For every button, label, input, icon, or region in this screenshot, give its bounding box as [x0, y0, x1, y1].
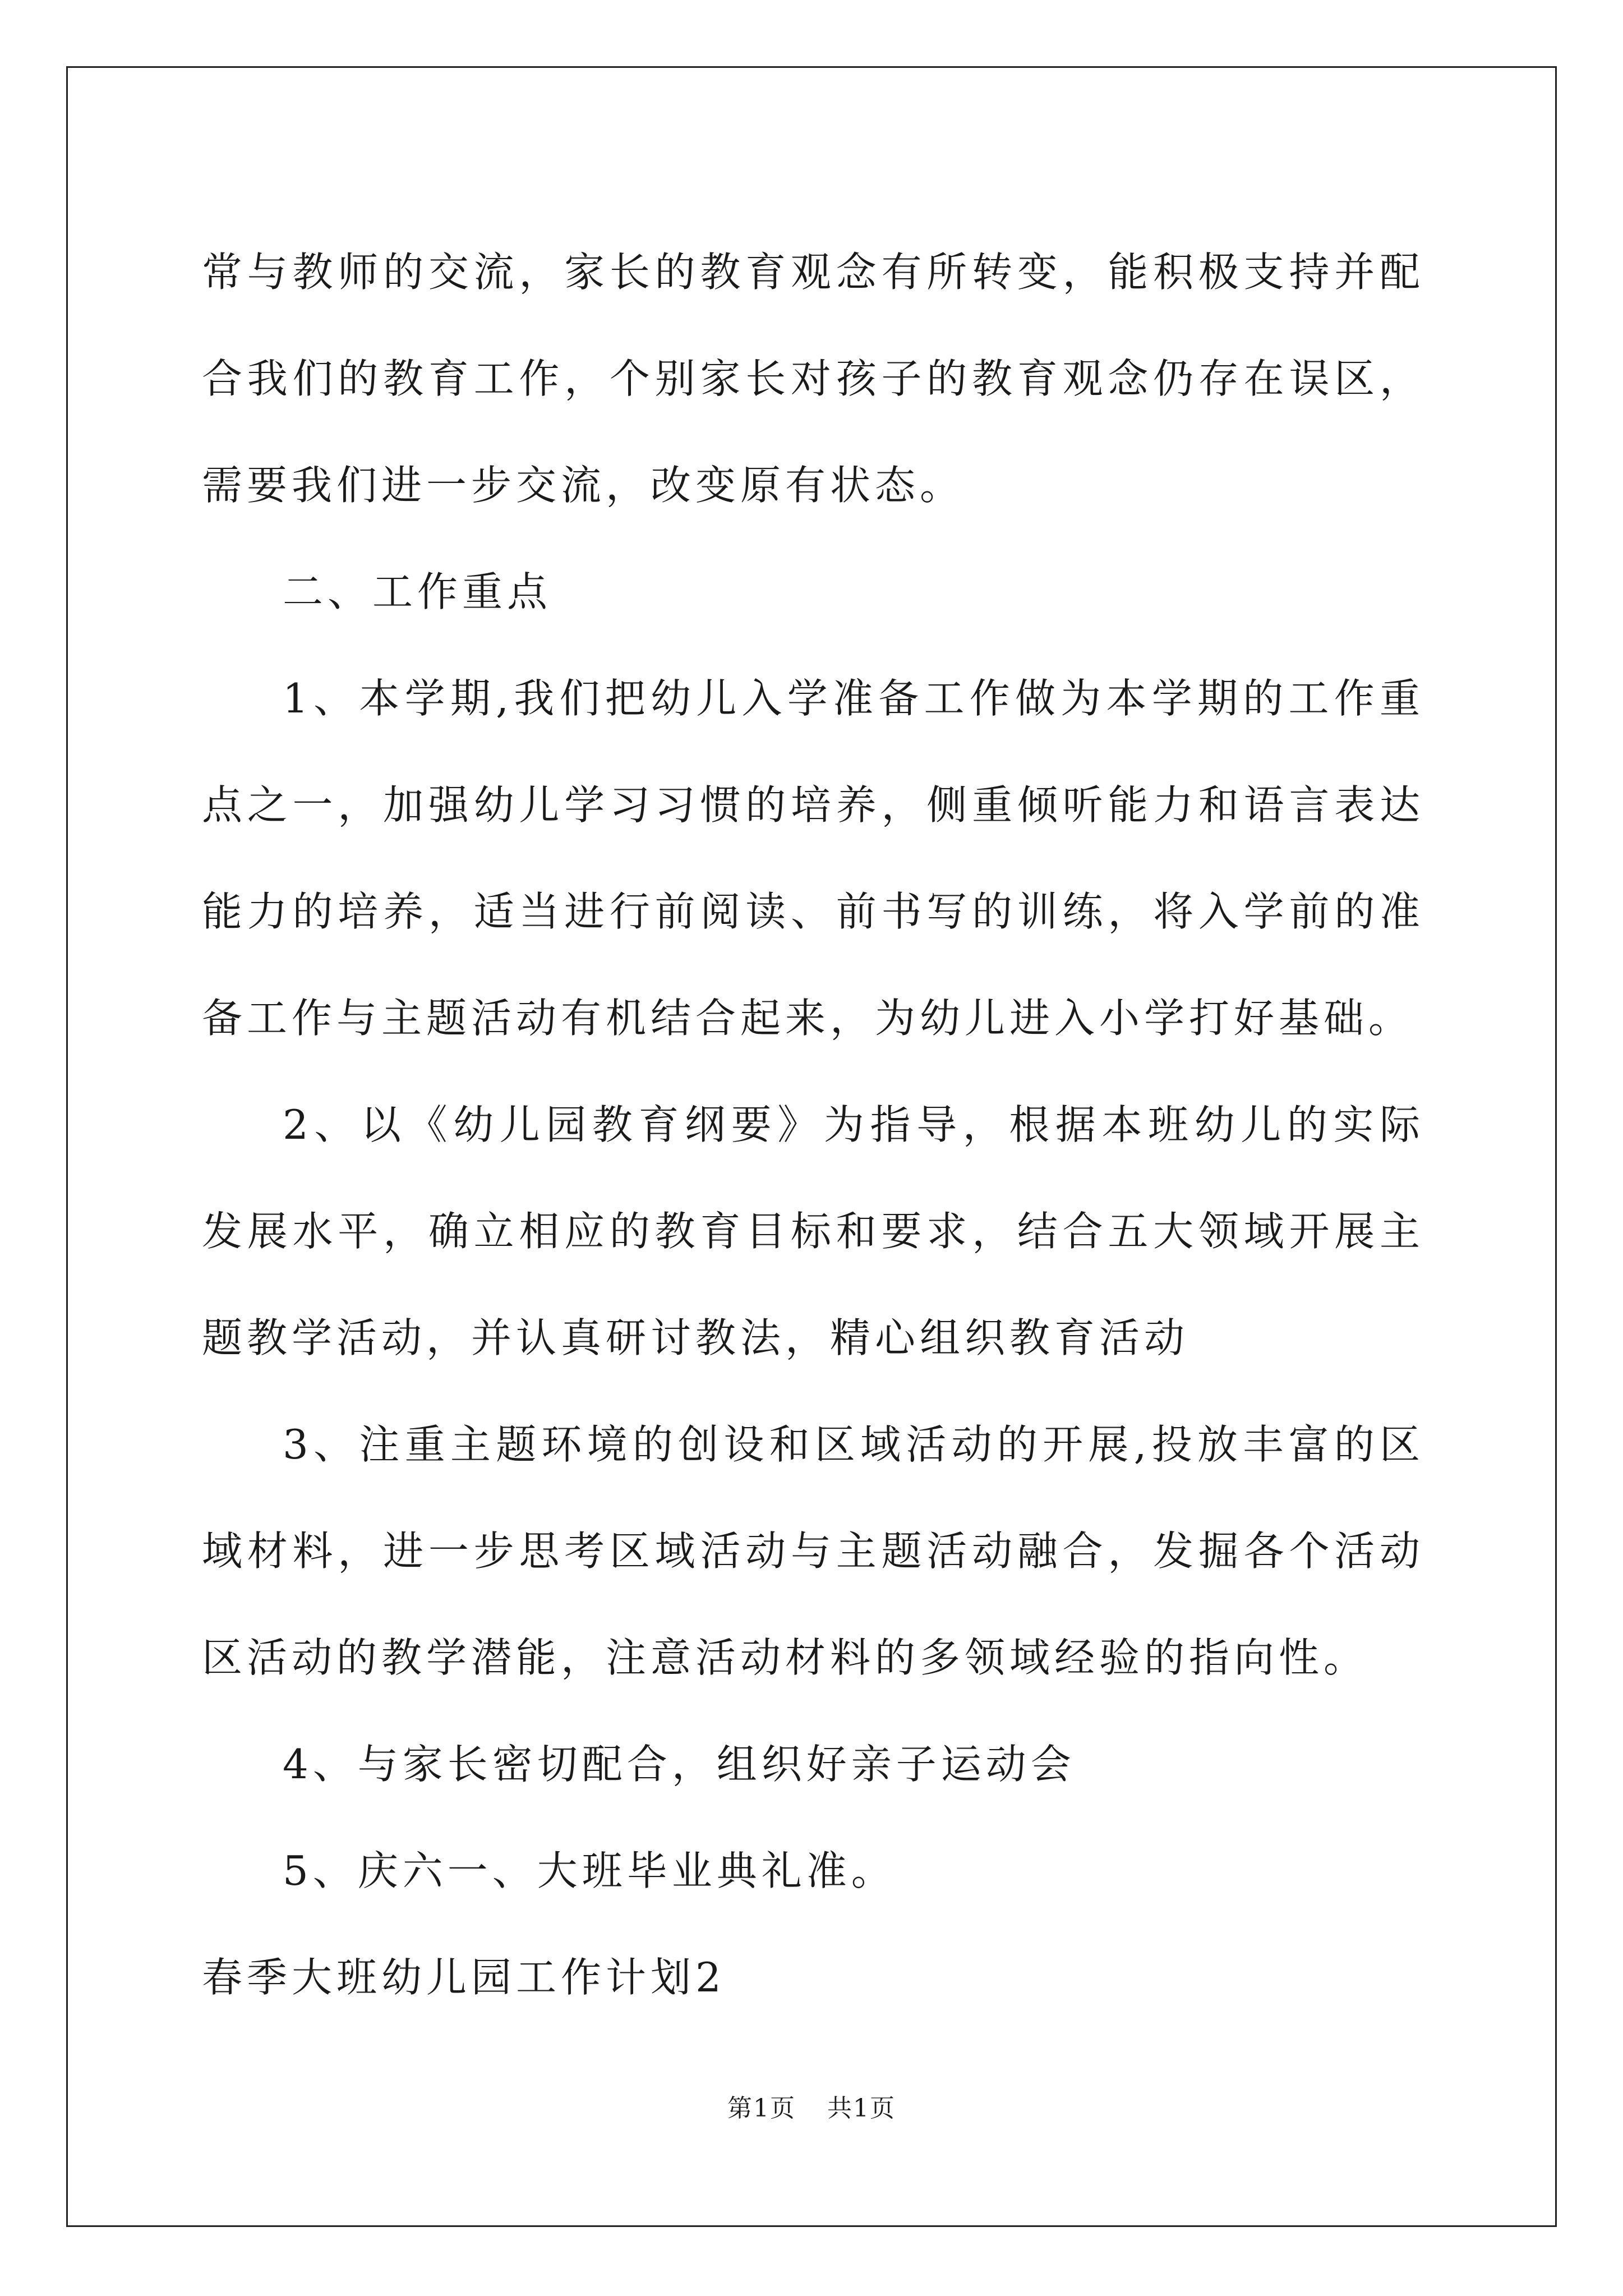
- document-body: [202, 219, 1424, 2031]
- next-section-title: 春季大班幼儿园工作计划2: [202, 1954, 726, 2001]
- page-number: 第1页: [727, 2094, 796, 2123]
- page-footer: [0, 2088, 1623, 2124]
- page-total: 共1页: [827, 2094, 896, 2123]
- paragraph-item-4: 4、与家长密切配合，组织好亲子运动会: [283, 1741, 1076, 1788]
- paragraph-item-1: 1、本学期,我们把幼儿入学准备工作做为本学期的工作重点之一，加强幼儿学习习惯的培养，侧重倾听能力和语言表达能力的培养，适当进行前阅读、前书写的训练，将入学前的准备工作与主题活动有机结合起来，为幼儿进入小学打好基础。: [202, 675, 1424, 1042]
- section-heading-work-focus: 二、工作重点: [283, 568, 552, 615]
- paragraph-item-3: 3、注重主题环境的创设和区域活动的开展,投放丰富的区域材料，进一步思考区域活动与主题活动融合，发掘各个活动区活动的教学潜能，注意活动材料的多领域经验的指向性。: [202, 1421, 1424, 1681]
- paragraph-item-5: 5、庆六一、大班毕业典礼准。: [283, 1847, 896, 1894]
- paragraph-item-2: 2、以《幼儿园教育纲要》为指导，根据本班幼儿的实际发展水平，确立相应的教育目标和要求，结合五大领域开展主题教学活动，并认真研讨教法，精心组织教育活动: [202, 1101, 1424, 1361]
- paragraph-continuation: 常与教师的交流，家长的教育观念有所转变，能积极支持并配合我们的教育工作，个别家长对孩子的教育观念仍存在误区，需要我们进一步交流，改变原有状态。: [202, 249, 1424, 509]
